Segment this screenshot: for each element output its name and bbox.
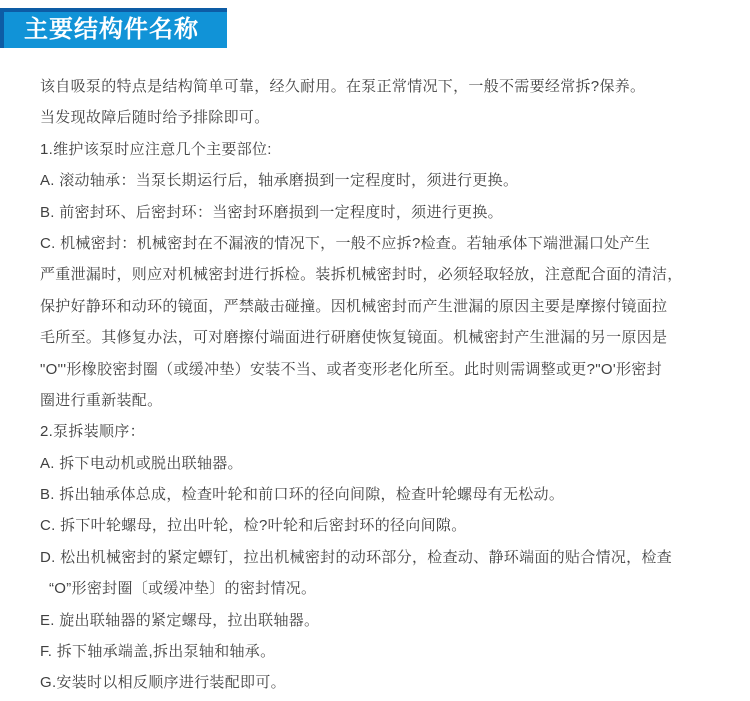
body-line: 保护好静环和动环的镜面，严禁敲击碰撞。因机械密封而产生泄漏的原因主要是摩擦付镜面拉 bbox=[40, 297, 668, 315]
body-line: D. 松出机械密封的紧定螵钉，拉出机械密封的动环部分，检查动、静环端面的贴合情况，检查 bbox=[40, 548, 673, 566]
body-line: "O"'形橡胶密封圈（或缓冲垫）安装不当、或者变形老化所至。此时则需调整或更?"O'形密封 bbox=[40, 360, 662, 378]
body-line: “O”形密封圈〔或缓冲垫〕的密封情况。 bbox=[49, 580, 317, 598]
body-line: A. 滚动轴承：当泵长期运行后，轴承磨损到一定程度时，须进行更换。 bbox=[40, 172, 519, 190]
section-title-banner: 主要结构件名称 bbox=[0, 8, 227, 48]
body-line: E. 旋出联轴器的紧定螺母，拉出联轴器。 bbox=[40, 611, 320, 629]
body-line: B. 前密封环、后密封环：当密封环磨损到一定程度时，须进行更换。 bbox=[40, 203, 503, 221]
body-line: C. 机械密封：机械密封在不漏液的情况下，一般不应拆?检查。若轴承体下端泄漏口处产生 bbox=[40, 234, 651, 252]
body-line: G.安装时以相反顺序进行装配即可。 bbox=[40, 674, 286, 692]
body-line: F. 拆下轴承端盖,拆出泵轴和轴承。 bbox=[40, 643, 276, 661]
body-line: 1.维护该泵时应注意几个主要部位: bbox=[40, 140, 272, 158]
body-line: A. 拆下电动机或脱出联轴器。 bbox=[40, 454, 243, 472]
body-line: 该自吸泵的特点是结构简单可靠，经久耐用。在泵正常情况下，一般不需要经常拆?保养。 bbox=[40, 78, 646, 95]
body-line: 严重泄漏时，则应对机械密封进行拆检。装拆机械密封时，必须轻取轻放，注意配合面的清洁， bbox=[40, 266, 683, 284]
body-lines bbox=[40, 71, 720, 699]
body-line: 2.泵拆装顺序： bbox=[40, 423, 145, 441]
body-line: C. 拆下叶轮螺母，拉出叶轮，检?叶轮和后密封环的径向间隙。 bbox=[40, 517, 467, 535]
body-line: B. 拆出轴承体总成，检查叶轮和前口环的径向间隙，检查叶轮螺母有无松动。 bbox=[40, 486, 565, 504]
body-line: 毛所至。其修复办法，可对磨擦付端面进行研磨使恢复镜面。机械密封产生泄漏的另一原因是 bbox=[40, 329, 668, 347]
body-line: 圈进行重新装配。 bbox=[40, 391, 163, 409]
body-line: 当发现故障后随时给予排除即可。 bbox=[40, 109, 270, 127]
